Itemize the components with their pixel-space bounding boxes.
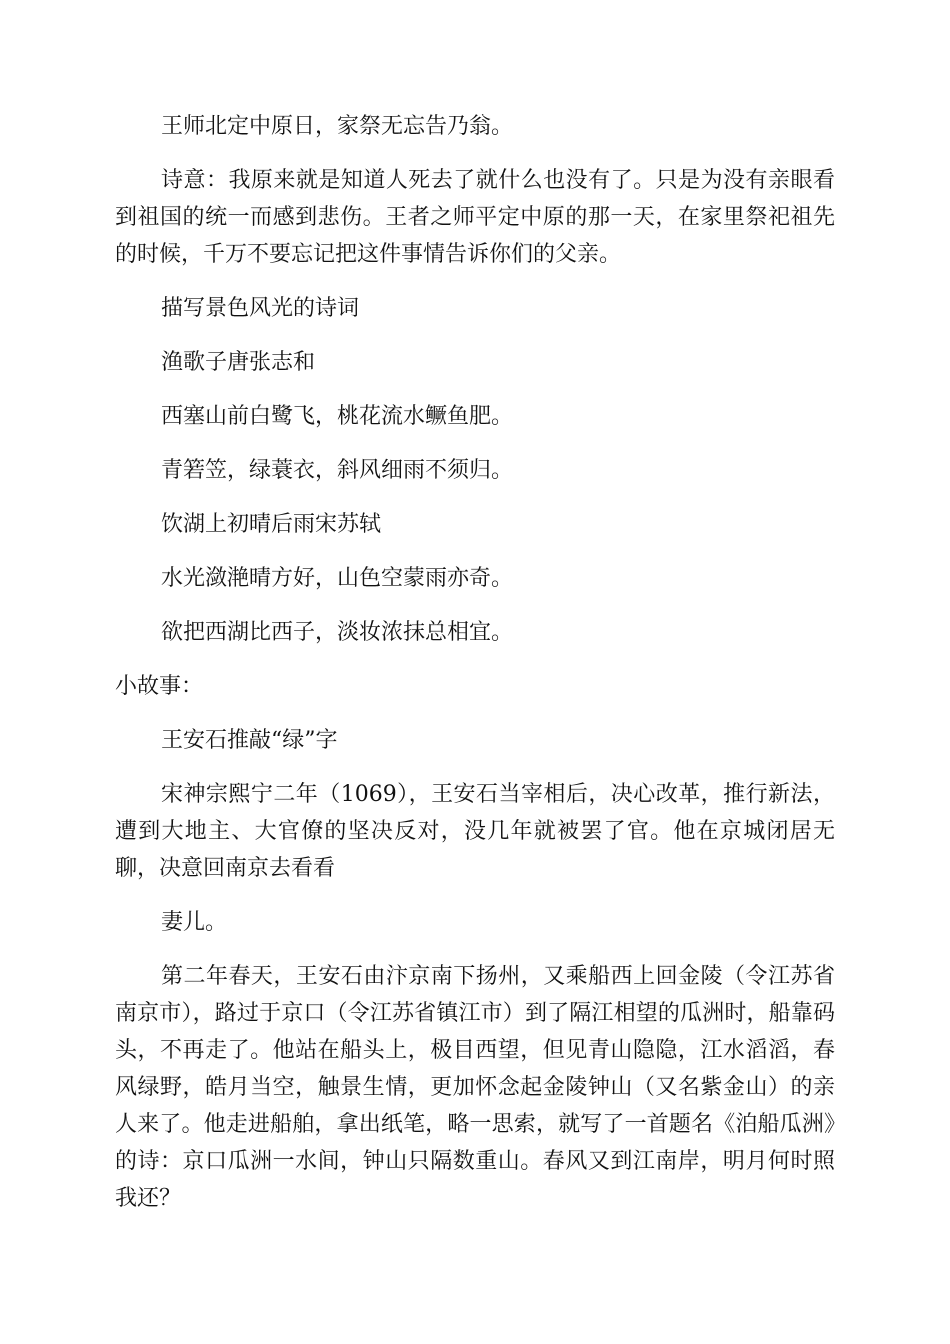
poem-meaning-paragraph: 诗意：我原来就是知道人死去了就什么也没有了。只是为没有亲眼看到祖国的统一而感到悲伤。王者之师平定中原的那一天，在家里祭祀祖先的时候，千万不要忘记把这件事情告诉你们的父亲。 — [115, 168, 835, 267]
story-paragraph: 宋神宗熙宁二年（1069），王安石当宰相后，决心改革，推行新法，遭到大地主、大官僚的坚决反对，没几年就被罢了官。他在京城闭居无聊，决意回南京去看看 — [115, 782, 835, 881]
poem-title: 饮湖上初晴后雨宋苏轼 — [161, 512, 382, 537]
poem-line: 青箬笠，绿蓑衣，斜风细雨不须归。 — [161, 458, 514, 483]
poem-title: 渔歌子唐张志和 — [161, 350, 316, 375]
story-title: 王安石推敲“绿”字 — [161, 728, 338, 753]
section-heading: 描写景色风光的诗词 — [161, 296, 360, 321]
poem-line: 西塞山前白鹭飞，桃花流水鳜鱼肥。 — [161, 404, 514, 429]
poem-line: 欲把西湖比西子，淡妆浓抹总相宜。 — [161, 620, 514, 645]
story-paragraph: 第二年春天，王安石由汴京南下扬州，又乘船西上回金陵（令江苏省南京市），路过于京口（令江苏省镇江市）到了隔江相望的瓜洲时，船靠码头，不再走了。他站在船头上，极目西望，但见青山隐隐，江水滔滔，春风绿野，皓月当空，触景生情，更加怀念起金陵钟山（又名紫金山）的亲人来了。他走进船舶，拿出纸笔，略一思索，就写了一首题名《泊船瓜洲》的诗：京口瓜洲一水间，钟山只隔数重山。春风又到江南岸，明月何时照我还？ — [115, 964, 835, 1211]
story-paragraph: 妻儿。 — [161, 910, 228, 935]
document-body — [115, 108, 835, 1234]
poem-line: 水光潋滟晴方好，山色空蒙雨亦奇。 — [161, 566, 514, 591]
poem-line: 王师北定中原日，家祭无忘告乃翁。 — [161, 114, 514, 139]
story-heading: 小故事： — [115, 674, 204, 699]
